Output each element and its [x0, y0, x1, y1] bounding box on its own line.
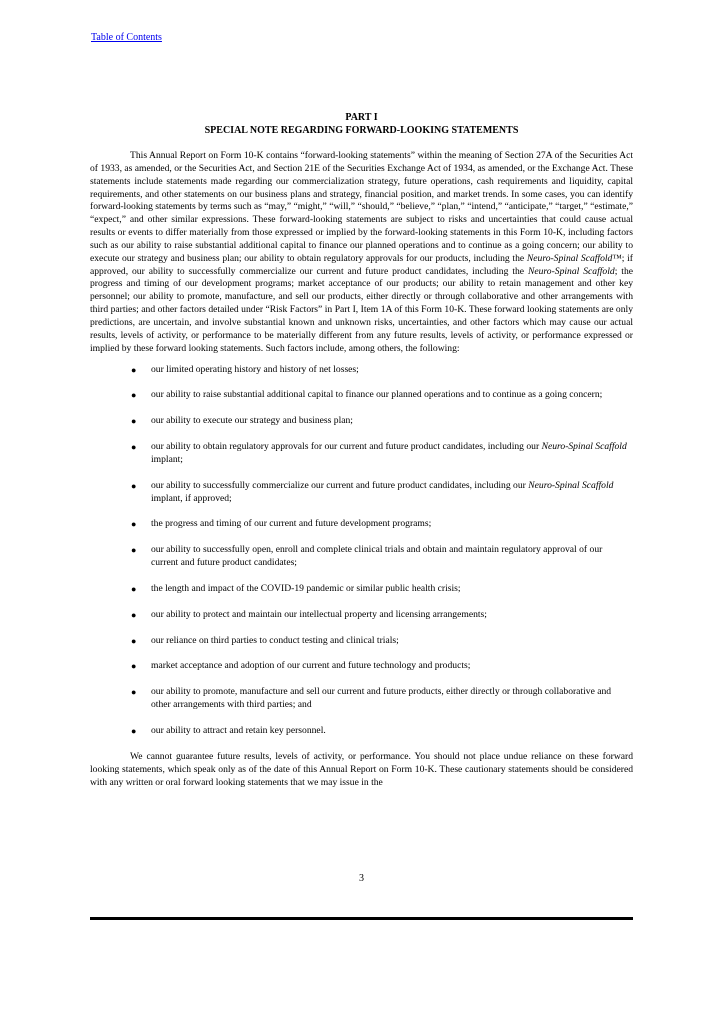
- intro-text-3: ; the progress and timing of our development programs; market acceptance of our products; our ability to retain management and other key personnel; our ability to promote, manufacture, and sell our products, either directly or through collaborative and other arrangements with third parties; and other factors detailed under “Risk Factors” in Part I, Item 1A of this Form 10-K. These forward looking statements are only predictions, are uncertain, and involve substantial known and unknown risks, uncertainties, and other factors which may cause our actual results, levels of activity, or performance to be materially different from any future results, levels of activity, or performance expressed or implied by these forward looking statements. Such factors include, among others, the following:: [90, 265, 633, 354]
- risk-factor-text: our ability to execute our strategy and business plan;: [151, 415, 353, 427]
- intro-text-2: ™; if approved, our ability to successfully commercialize our current and future product candidates, including the: [90, 252, 633, 277]
- risk-factor-text: the progress and timing of our current and future development programs;: [151, 518, 432, 530]
- risk-factor-item: [90, 389, 633, 402]
- bullet-icon: ●: [131, 687, 137, 698]
- risk-factor-item: [90, 583, 633, 596]
- risk-factor-product-name: Neuro-Spinal Scaffold: [528, 479, 614, 491]
- risk-factor-text: our ability to successfully open, enroll and complete clinical trials and obtain and maintain regulatory approval of our current and future product candidates;: [151, 544, 603, 569]
- page-number: 3: [359, 873, 364, 884]
- risk-factor-item: [90, 415, 633, 428]
- risk-factor-text: our ability to successfully commercialize our current and future product candidates, including our: [151, 479, 529, 491]
- risk-factor-item: [90, 609, 633, 622]
- page-divider: [90, 917, 633, 920]
- risk-factor-text-end: implant;: [151, 453, 183, 465]
- bullet-icon: ●: [131, 480, 137, 491]
- bullet-icon: ●: [131, 416, 137, 427]
- risk-factor-text: our ability to obtain regulatory approvals for our current and future product candidates, including our: [151, 441, 542, 453]
- risk-factor-item: [90, 544, 633, 570]
- table-of-contents-link[interactable]: Table of Contents: [91, 32, 162, 43]
- risk-factor-text: our ability to attract and retain key personnel.: [151, 725, 326, 736]
- risk-factor-item: [90, 635, 633, 648]
- risk-factor-text: our reliance on third parties to conduct testing and clinical trials;: [151, 634, 399, 646]
- risk-factor-text: our ability to promote, manufacture and sell our current and future products, either directly or through collaborative and other arrangements with third parties; and: [151, 686, 612, 711]
- risk-factor-list: [90, 364, 633, 738]
- intro-product-name-1: Neuro-Spinal Scaffold: [526, 252, 613, 264]
- risk-factor-product-name: Neuro-Spinal Scaffold: [541, 441, 627, 453]
- intro-paragraph: [90, 150, 633, 356]
- section-heading: SPECIAL NOTE REGARDING FORWARD-LOOKING STATEMENTS: [204, 125, 519, 136]
- bullet-icon: ●: [131, 635, 137, 646]
- bullet-icon: ●: [131, 390, 137, 401]
- risk-factor-text: the length and impact of the COVID-19 pandemic or similar public health crisis;: [151, 582, 461, 594]
- bullet-icon: ●: [131, 545, 137, 556]
- risk-factor-item: [90, 518, 633, 531]
- risk-factor-text-end: implant, if approved;: [151, 492, 232, 504]
- risk-factor-text: market acceptance and adoption of our current and future technology and products;: [151, 660, 471, 672]
- risk-factor-text: our ability to protect and maintain our intellectual property and licensing arrangements;: [151, 608, 487, 620]
- risk-factor-item: [90, 660, 633, 673]
- risk-factor-item: [90, 725, 633, 738]
- risk-factor-text: our limited operating history and history of net losses;: [151, 363, 359, 375]
- bullet-icon: ●: [131, 609, 137, 620]
- document-body: [90, 150, 633, 789]
- bullet-icon: ●: [131, 661, 137, 672]
- risk-factor-item: [90, 686, 633, 712]
- bullet-icon: ●: [131, 583, 137, 594]
- part-heading: PART I: [345, 112, 378, 123]
- bullet-icon: ●: [131, 519, 137, 530]
- risk-factor-item: [90, 480, 633, 506]
- intro-product-name-2: Neuro-Spinal Scaffold: [527, 265, 615, 277]
- bullet-icon: ●: [131, 726, 137, 736]
- risk-factor-text: our ability to raise substantial additional capital to finance our planned operations and to continue as a going concern;: [151, 389, 603, 401]
- closing-paragraph: We cannot guarantee future results, levels of activity, or performance. You should not place undue reliance on these forward looking statements, which speak only as of the date of this Annual Report on Form 10-K. These cautionary statements should be considered with any written or oral forward looking statements that we may issue in the: [90, 750, 633, 788]
- bullet-icon: ●: [131, 442, 137, 453]
- bullet-icon: ●: [131, 364, 137, 375]
- intro-text-1: This Annual Report on Form 10-K contains “forward-looking statements” within the meaning of Section 27A of the Securities Act of 1933, as amended, or the Securities Act, and Section 21E of the Securities Exchange Act of 1934, as amended, or the Exchange Act. These statements include statements made regarding our commercialization strategy, future operations, cash requirements and liquidity, capital requirements, and other statements on our business plans and strategy, financial position, and market trends. In some cases, you can identify forward-looking statements by terms such as “may,” “might,” “will,” “should,” “believe,” “plan,” “intend,” “anticipate,” “target,” “estimate,” “expect,” and other similar expressions. These forward-looking statements are subject to risks and uncertainties that could cause actual results or events to differ materially from those expressed or implied by the forward-looking statements in this Form 10-K, including factors such as our ability to raise substantial additional capital to finance our planned operations and to continue as a going concern; our ability to execute our strategy and business plan; our ability to obtain regulatory approvals for our products, including the: [90, 150, 633, 264]
- risk-factor-item: [90, 364, 633, 377]
- risk-factor-item: [90, 441, 633, 467]
